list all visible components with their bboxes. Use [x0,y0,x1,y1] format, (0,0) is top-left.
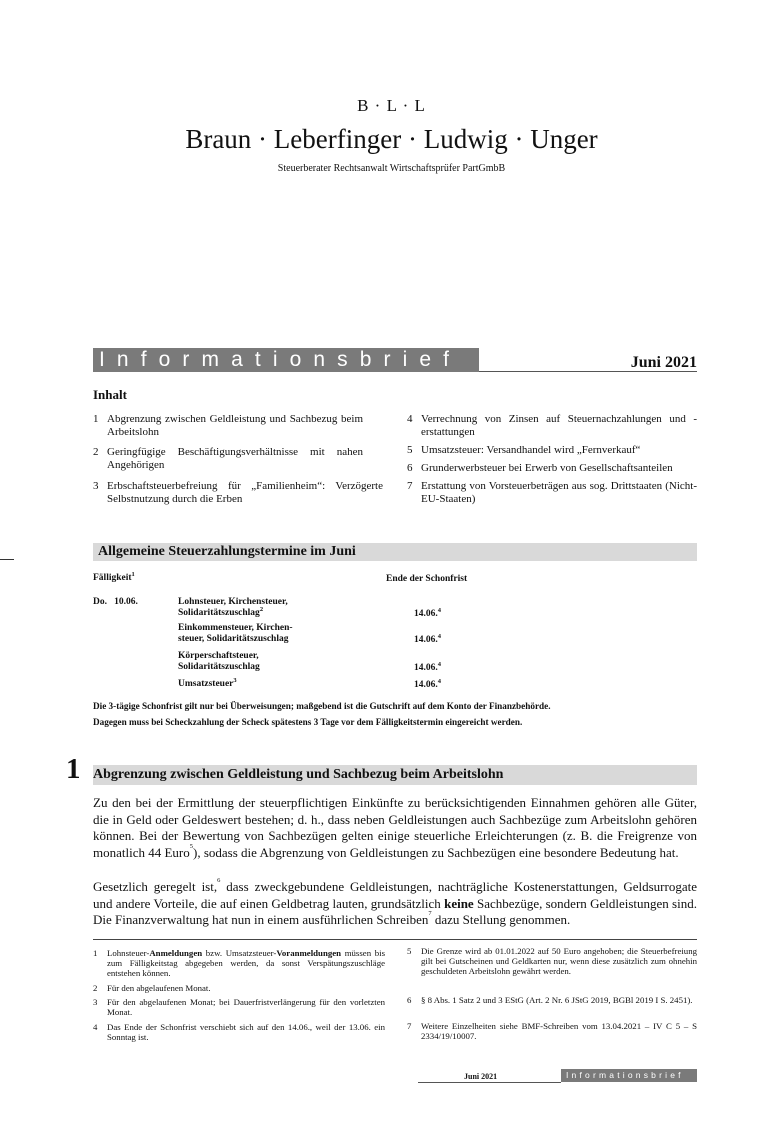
toc-text: Umsatzsteuer: Versandhandel wird „Fernverkauf“ [421,444,641,456]
termin-tax-line1: Einkommensteuer, Kirchen- [178,623,293,633]
issue-date: Juni 2021 [630,354,697,371]
toc-number: 5 [407,444,413,456]
termine-note: Dagegen muss bei Scheckzahlung der Scheck spätestens 3 Tage vor dem Fälligkeitstermin eingereicht werden. [93,717,523,727]
toc-item [93,446,363,472]
termin-tax-line1: Körperschaftsteuer, [178,651,259,661]
footnote: 2 Für den abgelaufenen Monat. [93,983,211,993]
toc-item [93,413,363,439]
fold-mark [0,559,14,560]
termin-row [178,597,288,619]
toc-number: 2 [93,446,99,458]
toc-item [407,462,697,475]
col-faelligkeit: Fälligkeit$^1$ [93,571,135,583]
toc-text: Grunderwerbsteuer bei Erwerb von Gesellschaftsanteilen [421,462,673,474]
termin-tax-line1: Lohnsteuer, Kirchensteuer, [178,597,288,607]
footer-date: Juni 2021 [464,1072,498,1081]
footnote: 5 Die Grenze wird ab 01.01.2022 auf 50 Euro angehoben; die Steuerbefreiung gilt bei Gutscheinen und Geldkarten nur, wenn diese zusätzlich zum ohnehin geschuldeten Arbeitslohn gewährt werden. [407,946,697,976]
toc-number: 3 [93,480,99,492]
termin-end-date: 14.06.$^4$ [414,607,441,619]
toc-item [93,480,383,506]
footer-banner: Informationsbrief [561,1069,697,1082]
section-heading: Abgrenzung zwischen Geldleistung und Sachbezug beim Arbeitslohn [93,767,504,782]
termine-heading: Allgemeine Steuerzahlungstermine im Juni [98,544,356,559]
termin-end-date: 14.06.$^4$ [414,678,441,690]
termin-row [178,623,293,645]
toc-text: Erstattung von Vorsteuerbeträgen aus sog. Drittstaaten (Nicht-EU-Staaten) [421,480,697,505]
section-number: 1 [66,753,81,785]
toc-text: Verrechnung von Zinsen auf Steuernachzahlungen und -erstattungen [421,413,697,438]
termin-end-date: 14.06.$^4$ [414,661,441,673]
toc-number: 7 [407,480,413,492]
section-paragraph: Gesetzlich geregelt ist,$^6$ dass zweckgebundene Geldleistungen, nachträgliche Kostenerstattungen, Geldsurrogate und andere Vorteile, die auf einen Geldbetrag lauten, grundsätzlich keine Sachbezüge, sondern Geldleistungen sind. Die Finanzverwaltung hat nun in einem ausführlichen Schreiben$^7$ dazu Stellung genommen. [93,877,697,927]
footnote: 6 § 8 Abs. 1 Satz 2 und 3 EStG (Art. 2 Nr. 6 JStG 2019, BGBl 2019 I S. 2451). [407,995,693,1005]
firm-name: Braun · Leberfinger · Ludwig · Unger [185,124,598,154]
firm-subtitle: Steuerberater Rechtsanwalt Wirtschaftsprüfer PartGmbB [277,163,506,174]
termin-end-date: 14.06.$^4$ [414,633,441,645]
col-ende-schonfrist: Ende der Schonfrist [386,574,468,584]
section-paragraph: Zu den bei der Ermittlung der steuerpflichtigen Einkünfte zu berücksichtigenden Einnahmen gehören alle Güter, die in Geld oder Geldeswert bestehen; d. h., dass neben Geldleistungen auch Sachbezüge zum Arbeitslohn gehören können. Bei der Bewertung von Sachbezügen gelten einige steuerliche Erleichterungen (z. B. die Freigrenze von monatlich 44 Euro$^5$), sodass die Abgrenzung von Geldleistungen zu Sachbezügen eine besondere Bedeutung hat. [93,795,697,860]
toc-number: 1 [93,413,99,425]
termin-row: Umsatzsteuer$^3$ [178,677,237,689]
toc-text: Abgrenzung zwischen Geldleistung und Sachbezug beim Arbeitslohn [107,413,363,438]
informationsbrief-banner: Informationsbrief [93,348,479,372]
toc-number: 6 [407,462,413,474]
footnote: 3 Für den abgelaufenen Monat; bei Dauerfristverlängerung für den vorletzten Monat. [93,997,385,1017]
termin-tax-line2: steuer, Solidaritätszuschlag [178,634,289,644]
toc-item [407,413,697,439]
termin-tax-line2: Solidaritätszuschlag [178,662,260,672]
footer-rule [418,1082,561,1083]
termin-row [178,651,260,673]
footnote: 4 Das Ende der Schonfrist verschiebt sich auf den 14.06., weil der 13.06. ein Sonntag ist. [93,1022,385,1042]
toc-item [407,444,697,457]
toc-item [407,480,697,506]
footnote: 1 Lohnsteuer-Anmeldungen bzw. Umsatzsteuer-Voranmeldungen müssen bis zum Fälligkeitstag abgegeben werden, da sonst Verspätungszuschläge entstehen können. [93,948,386,978]
footnote: 7 Weitere Einzelheiten siehe BMF-Schreiben vom 13.04.2021 – IV C 5 – S 2334/19/10007. [407,1021,697,1041]
firm-initials: B · L · L [357,96,426,115]
termine-note: Die 3-tägige Schonfrist gilt nur bei Überweisungen; maßgebend ist die Gutschrift auf dem Konto der Finanzbehörde. [93,701,551,711]
footnote-rule [93,939,697,940]
toc-number: 4 [407,413,413,425]
termin-tax-line2: Solidaritätszuschlag$^2$ [178,606,264,618]
toc-text: Erbschaftsteuerbefreiung für „Familienheim“: Verzögerte Selbstnutzung durch die Erben [107,480,383,505]
toc-text: Geringfügige Beschäftigungsverhältnisse mit nahen Angehörigen [107,446,363,471]
inhalt-heading: Inhalt [93,387,127,402]
termin-date: Do. 10.06. [93,597,138,607]
